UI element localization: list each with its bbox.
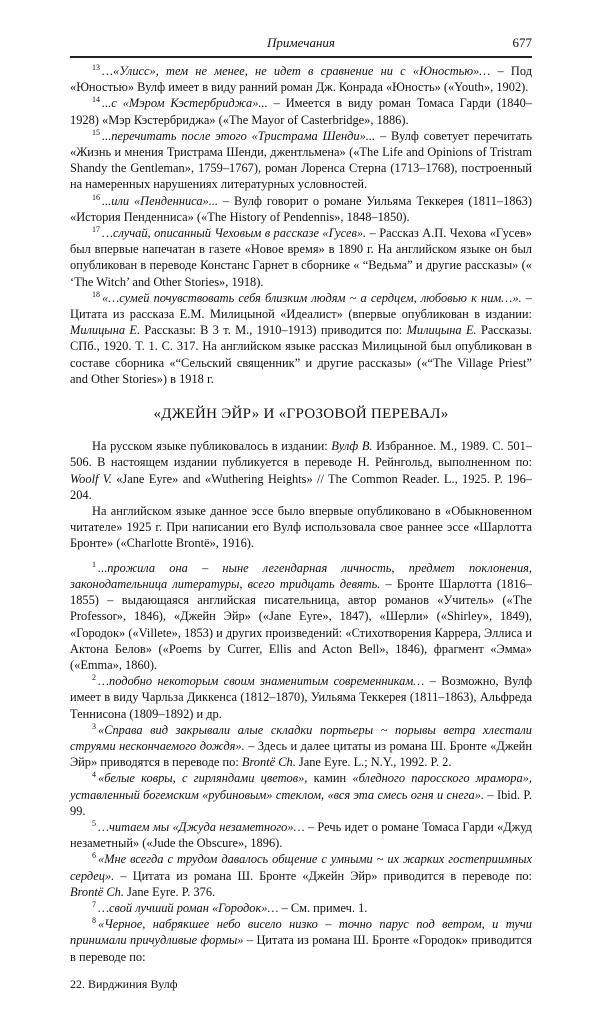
note-number: 2: [92, 673, 96, 683]
footnote: [70, 851, 532, 900]
text: – Рассказ А.П. Чехова «Гусев» был впервые напечатан в газете «Новое время» в 1890 г. На английском языке он был опубликован в переводе Констанс Гарнет в сборнике « “Ведьма” и другие рассказы» (« ‘The Witch’ and Other Stories», 1918).: [70, 226, 532, 289]
note-number: 7: [92, 899, 96, 909]
text: – Возможно, Вулф имеет в виду Чарльза Диккенса (1812–1870), Уильяма Теккерея (1811–1863), Альфреда Теннисона (1809–1892) и др.: [70, 674, 532, 721]
section-intro: [70, 438, 532, 551]
note-number: 18: [92, 289, 100, 299]
footnote: [70, 916, 532, 965]
italic-text: ...или «Пенденниса»...: [102, 193, 219, 208]
text: камин: [307, 771, 353, 786]
footnote: [70, 128, 532, 193]
footnote: [70, 95, 532, 127]
italic-text: Woolf V.: [70, 471, 112, 486]
italic-text: …подобно некоторым своим знаменитым современникам…: [98, 674, 425, 689]
note-number: 14: [92, 95, 100, 105]
note-number: 4: [92, 770, 96, 780]
footnote: [70, 900, 532, 916]
italic-text: «…сумей почувствовать себя близким людям ~ а сердцем, любовью к ним…».: [102, 290, 522, 305]
italic-text: «бледного паросского мрамора», уставленный богемским «рубиновым» стеклом, «вся эта смесь огня и снега».: [70, 771, 532, 802]
intro-paragraph: [70, 438, 532, 503]
text: – Имеется в виду роман Томаса Гарди (1840–1928) «Мэр Кэстербриджа» («The Mayor of Casterbridge», 1886).: [70, 96, 533, 127]
footnote: [70, 722, 532, 771]
text: Рассказы: В 3 т. М., 1910–1913) приводится по:: [140, 323, 407, 338]
footnote: [70, 290, 532, 387]
note-number: 1: [92, 559, 96, 569]
footnote: [70, 560, 532, 673]
note-number: 3: [92, 721, 96, 731]
footnote: [70, 63, 532, 95]
footnote: [70, 193, 532, 225]
note-number: 6: [92, 851, 96, 861]
italic-text: Милицына Е.: [406, 323, 477, 338]
section-title: «ДЖЕЙН ЭЙР» И «ГРОЗОВОЙ ПЕРЕВАЛ»: [153, 406, 449, 423]
page-number: 677: [512, 35, 532, 50]
text: Jane Eyre. L.; N.Y., 1992. P. 2.: [295, 755, 452, 770]
footnote: [70, 819, 532, 851]
text: – См. примеч. 1.: [278, 900, 368, 915]
notes-top: [70, 63, 532, 387]
page-body: [70, 0, 532, 1012]
text: Jane Eyre. P. 376.: [123, 884, 216, 899]
italic-text: …свой лучший роман «Городок»…: [98, 900, 279, 915]
text: – Вулф советует перечитать «Жизнь и мнения Тристрама Шенди, джентльмена» («The Life and Opinions of Tristram Shandy the Gentleman», 1759–1767), роман Лоренса Стерна (1713–1768), построенный на намеренных нарушениях литературных условностей.: [70, 128, 532, 192]
text: Рассказы. СПб., 1920. Т. 1. С. 317. На английском языке рассказ Милицыной был опубликован в составе сборника «“Сельский священник” и другие рассказы» («“The Village Priest” and Other Stories») в 1918 г.: [70, 323, 532, 386]
text: – Речь идет о романе Томаса Гарди «Джуд незаметный» («Jude the Obscure», 1896).: [70, 819, 532, 851]
italic-text: «Черное, набрякшее небо висело низко – точно парус под ветром, и тучи принимали причудливые формы»: [70, 917, 532, 948]
note-number: 5: [92, 818, 96, 828]
signature-mark: 22. Вирджиния Вулф: [70, 976, 178, 991]
note-number: 13: [92, 63, 100, 72]
text: – Под «Юностью» Вулф имеет в виду ранний роман Дж. Конрада «Юность» («Youth», 1902).: [70, 64, 532, 95]
text: Избранное. М., 1989. С. 501–506. В настоящем издании публикуется в переводе Н. Рейнгольд, выполненном по:: [70, 439, 532, 470]
running-title: Примечания: [267, 35, 335, 50]
note-number: 16: [92, 192, 100, 202]
paragraph-gap: [70, 552, 532, 560]
italic-text: …«Улисс», тем не менее, не идет в сравнение ни с «Юностью»…: [102, 64, 491, 78]
italic-text: «Мне всегда с трудом давалось общение с умными ~ их жарких гостеприимных сердец».: [70, 852, 532, 883]
italic-text: …читаем мы «Джуда незаметного»…: [98, 819, 305, 834]
intro-paragraph: [70, 503, 532, 552]
footnote: [70, 770, 532, 819]
text: – Ibid. P. 99.: [70, 787, 532, 818]
note-number: 17: [92, 225, 100, 235]
text: На русском языке публиковалось в издании:: [92, 439, 332, 454]
italic-text: ...с «Мэром Кэстербриджа»...: [102, 96, 268, 111]
italic-text: Вулф В.: [331, 439, 373, 454]
text: На английском языке данное эссе было впервые опубликовано в «Обыкновенном читателе» 1925 г. При написании его Вулф использовала свое раннее эссе «Шарлотта Бронте» («Charlotte Brontë», 1916).: [70, 504, 532, 551]
note-number: 15: [92, 127, 100, 137]
text: – Цитата из романа Ш. Бронте «Джейн Эйр» приводится в переводе по:: [114, 868, 532, 883]
italic-text: «Справа вид закрывали алые складки портьеры ~ порывы ветра хлестали струями нескончаемого дождя».: [70, 722, 532, 753]
footnote: [70, 673, 532, 722]
text: – Здесь и далее цитаты из романа Ш. Бронте «Джейн Эйр» приводятся в переводе по:: [70, 738, 532, 770]
italic-text: Brontë Ch.: [70, 884, 124, 899]
note-number: 8: [92, 916, 96, 926]
italic-text: Brontë Ch.: [241, 755, 296, 770]
italic-text: «белые ковры, с гирляндами цветов»,: [98, 771, 308, 786]
text: – Цитата из романа Ш. Бронте «Городок» приводится в переводе по:: [70, 933, 532, 964]
footnote: [70, 225, 532, 290]
italic-text: ...перечитать после этого «Тристрама Шенди»...: [102, 128, 376, 143]
text: – Бронте Шарлотта (1816–1855) – выдающаяся английская писательница, автор романов «Учитель» («The Professor», 1846), «Джейн Эйр» («Jane Eyre», 1847), «Шерли» («Shirley», 1849), «Городок» («Villete», 1853) и других произведений: «Стихотворения Каррера, Эллиса и Актона Белов» («Poems by Currer, Ellis and Acton Bell», 1846), фрагмент «Эмма» («Emma», 1860).: [70, 576, 533, 672]
notes-bottom: [70, 560, 532, 965]
italic-text: ...прожила она – ныне легендарная личность, предмет поклонения, законодательница литературы, всего тридцать девять.: [70, 560, 532, 591]
italic-text: Милицына Е.: [70, 323, 141, 338]
text: – Цитата из рассказа Е.М. Милицыной «Идеалист» (впервые опубликован в издании:: [70, 290, 533, 322]
text: – Вулф говорит о романе Уильяма Теккерея (1811–1863) «История Пенденниса» («The History of Pendennis», 1848–1850).: [70, 193, 532, 224]
text: «Jane Eyre» and «Wuthering Heights» // The Common Reader. L., 1925. P. 196–204.: [70, 471, 532, 502]
italic-text: …случай, описанный Чеховым в рассказе «Гусев».: [102, 226, 367, 241]
